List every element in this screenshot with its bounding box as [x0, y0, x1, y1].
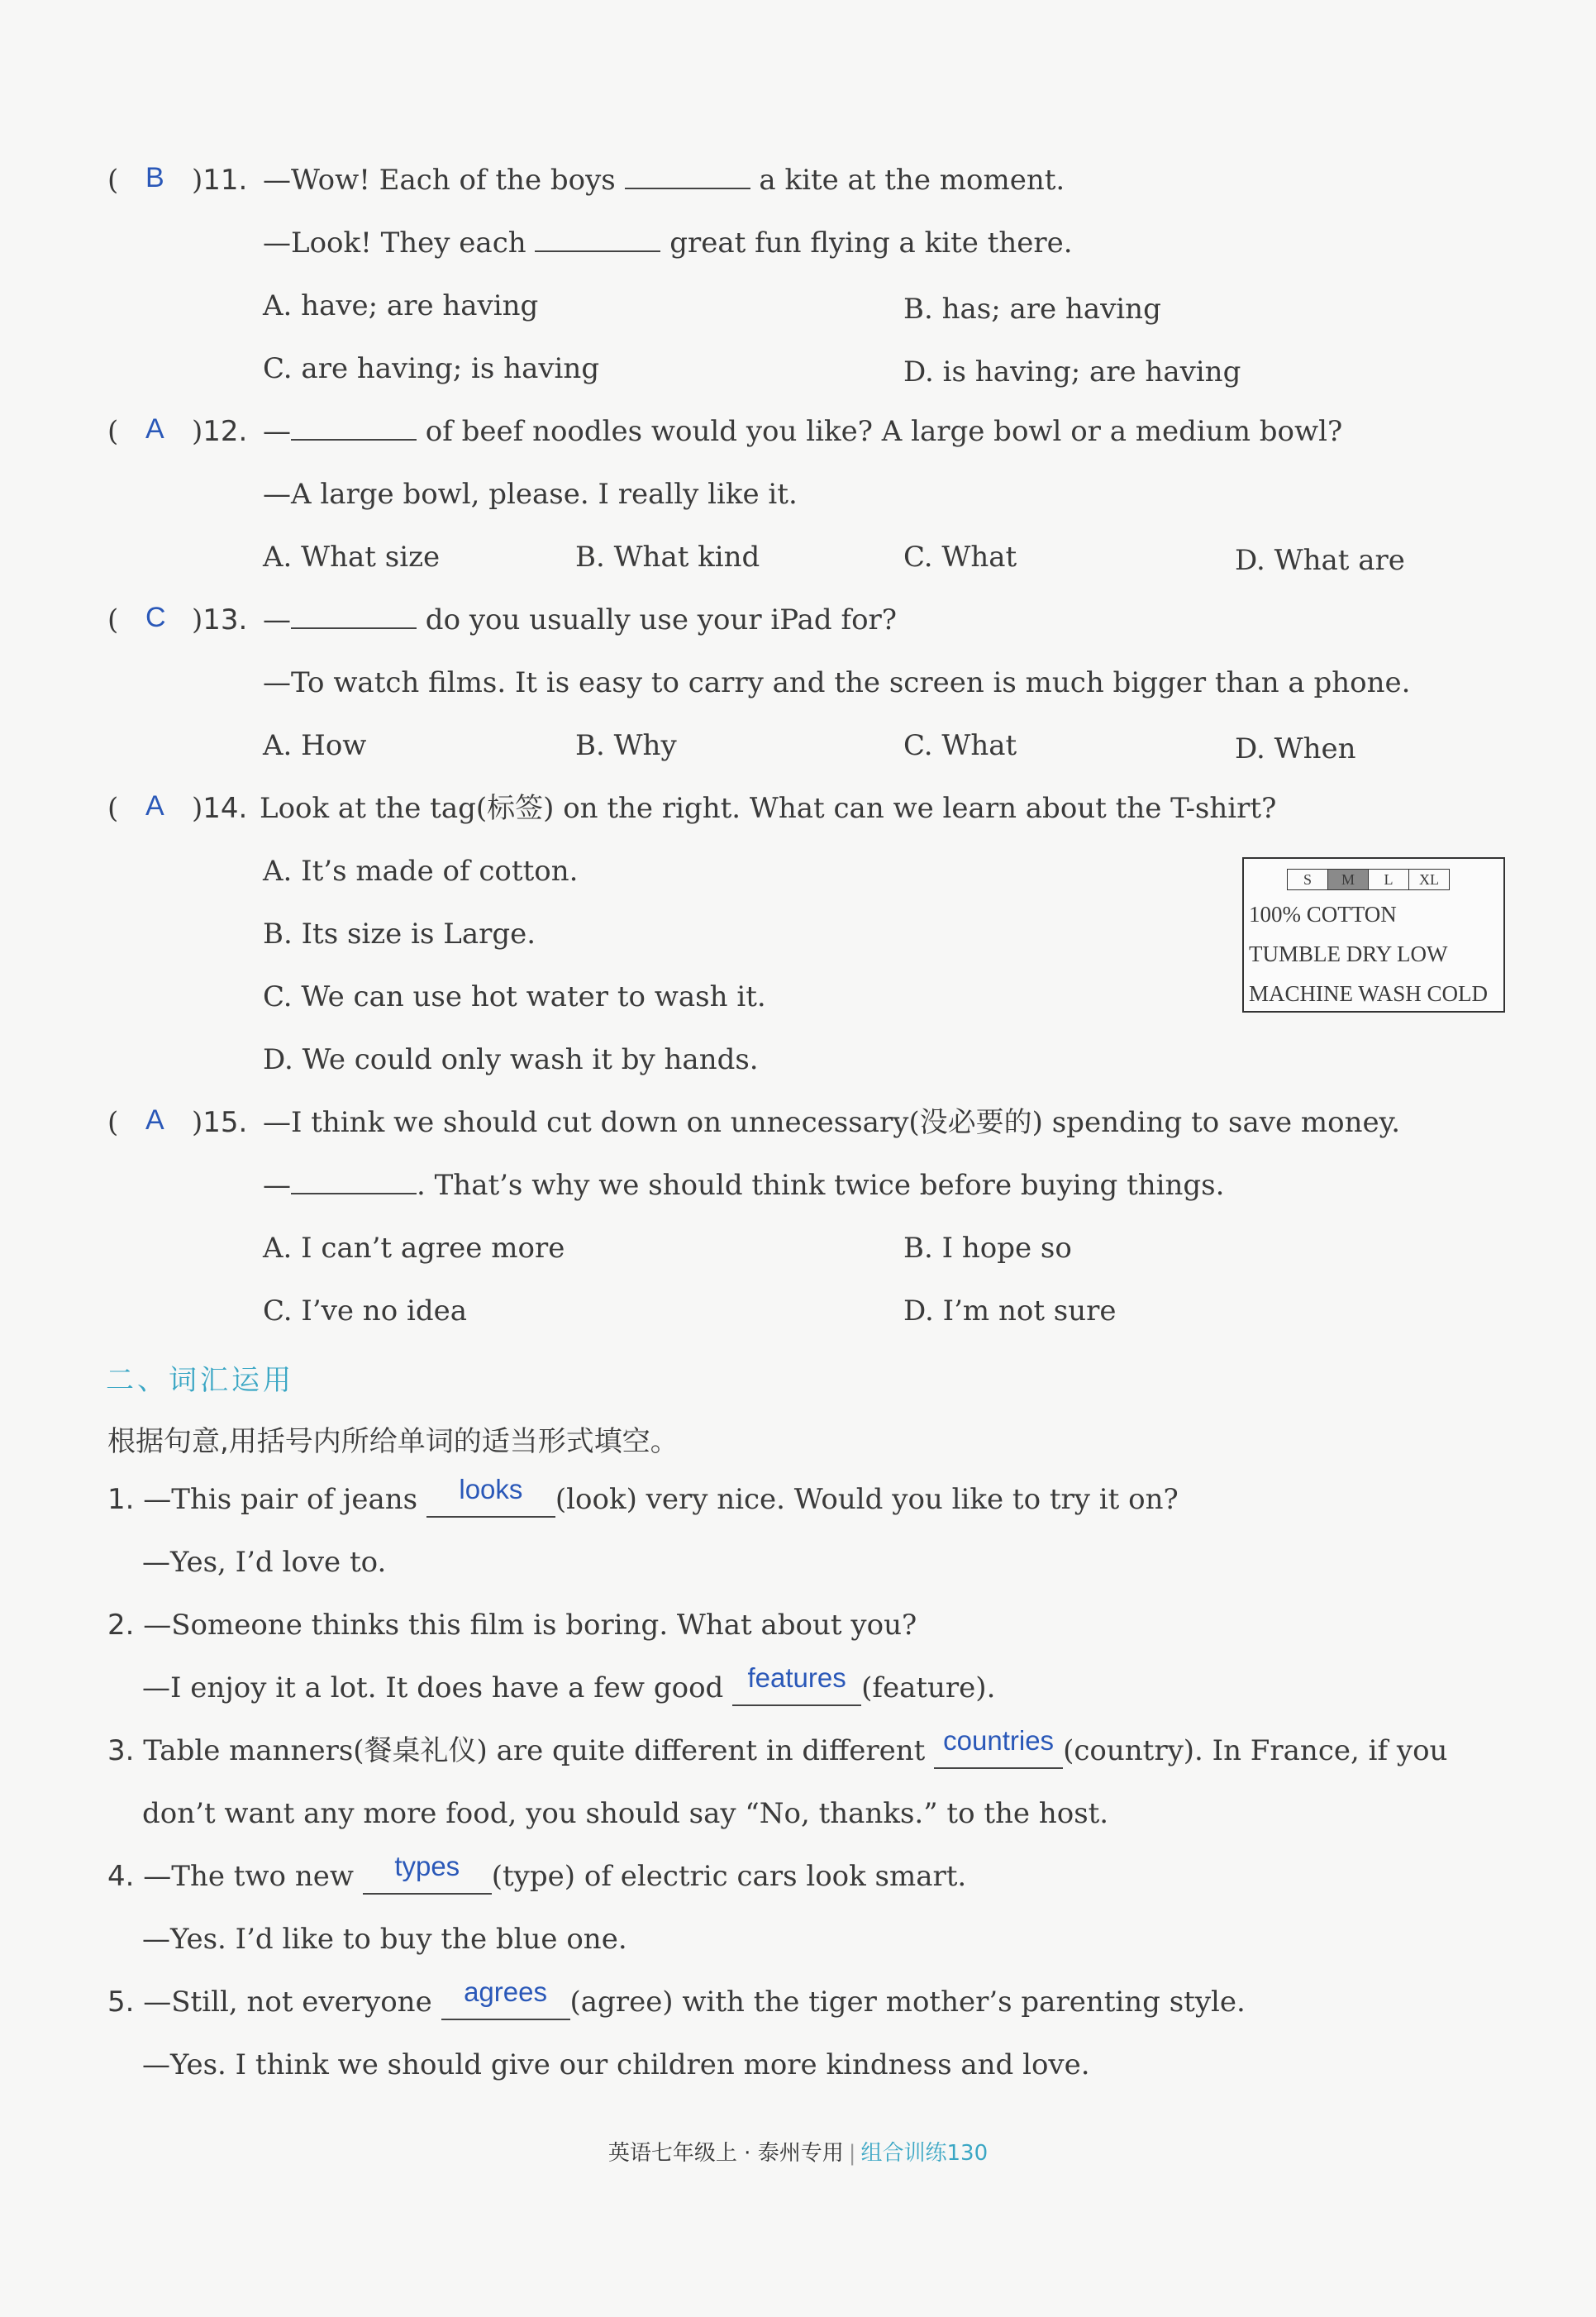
item-reply: —Yes. I think we should give our children more kindness and love. — [142, 2048, 1090, 2081]
size-s: S — [1288, 870, 1328, 889]
answer-blank[interactable] — [625, 164, 750, 189]
option-a: A. have; are having — [263, 289, 539, 322]
answer-letter: B — [145, 162, 164, 193]
answer-letter: A — [145, 790, 164, 822]
fill-answer: agrees — [464, 1976, 547, 2007]
option-c: C. What — [903, 729, 1017, 762]
question-reply: —A large bowl, please. I really like it. — [263, 478, 798, 511]
question-stem: — do you usually use your iPad for? — [263, 603, 898, 636]
tag-line-material: 100% COTTON — [1249, 902, 1397, 927]
fill-blank[interactable] — [732, 1662, 861, 1706]
question-reply: —Look! They each great fun flying a kite there. — [263, 226, 1073, 260]
question-stem: —I think we should cut down on unnecessary(没必要的) spending to save money. — [263, 1106, 1401, 1139]
item-reply: —I enjoy it a lot. It does have a few good features (feature). — [142, 1662, 996, 1704]
option-b: B. What kind — [575, 541, 760, 574]
option-c: C. I’ve no idea — [263, 1294, 467, 1328]
size-l: L — [1369, 870, 1409, 889]
option-a: A. What size — [263, 541, 441, 574]
option-c: C. We can use hot water to wash it. — [263, 980, 766, 1013]
fill-blank[interactable] — [934, 1725, 1063, 1769]
worksheet-page: ( B )11. —Wow! Each of the boys a kite at the moment. —Look! They each great fun flying a kite there. A. have; are having B. has; are having C. are having; is having D. is having; are having ( A )12. — of beef noodles would you like? A large bowl or a medium bowl? —A large bowl, please. I really like it. A. What size B. What kind C. What D. What are ( C )13. — do you usually use your iPad for? —To watch films. It is easy to carry and the screen is much bigger than a phone. A. How B. Why C. What D. When ( A )14. Look at the tag(标签) on the right. What can we learn about the T-shirt? A. It’s made of cotton. B. Its size is Large. C. We can use hot water to wash it. D. We could only wash it by hands. S M L XL 100% COTTON TUMBLE DRY LOW MACHINE WASH COLD ( A )15. —I think we should cut down on unnecessary(没必要的) spending to save money. — . That’s why we should think twice before buying things. A. I can’t agree more B. I hope so C. I’ve no idea D. I’m not sure 二、词汇运用 根据句意,用括号内所给单词的适当形式填空。 1. —This pair of jeans looks (look) very nice. Would you like to try it on? —Yes, I’d love to. 2. —Someone thinks this film is boring. What about you? —I enjoy it a lot. It does have a few good features (feature). 3. Table manners(餐桌礼仪) are quite different in different countries (country). In France, if you don’t want any more food, you should say “No, thanks.” to the host. 4. —The two new types (type) of electric cars look smart. —Yes. I’d like to buy the blue one. 5. —Still, not everyone agrees (agree) with the tiger mother’s parenting style. —Yes. I think we should give our children more kindness and love. 英语七年级上 · 泰州专用 | 组合训练130 — [0, 0, 1596, 2317]
answer-letter: A — [145, 1104, 164, 1136]
option-a: A. It’s made of cotton. — [263, 855, 579, 888]
question-stem: —Wow! Each of the boys a kite at the moment. — [263, 164, 1065, 197]
page-number: 130 — [946, 2141, 989, 2166]
section-instruction: 根据句意,用括号内所给单词的适当形式填空。 — [107, 1425, 679, 1458]
option-a: A. I can’t agree more — [263, 1232, 565, 1265]
item-number: 2. — [107, 1609, 135, 1642]
item-reply: —Yes. I’d like to buy the blue one. — [142, 1923, 627, 1956]
option-d: D. is having; are having — [903, 355, 1241, 389]
item-continuation: don’t want any more food, you should say “No, thanks.” to the host. — [142, 1797, 1109, 1830]
option-a: A. How — [263, 729, 367, 762]
footer-edition: 泰州专用 — [757, 2141, 844, 2166]
question-number: 11. — [202, 164, 248, 197]
fill-answer: looks — [459, 1474, 523, 1504]
item-number: 5. — [107, 1986, 135, 2019]
answer-blank[interactable] — [291, 604, 417, 629]
answer-letter: C — [145, 602, 166, 633]
footer-separator: | — [848, 2141, 856, 2166]
option-d: D. We could only wash it by hands. — [263, 1043, 759, 1076]
option-d: D. When — [1235, 732, 1356, 765]
question-number: 12. — [202, 415, 248, 448]
answer-blank[interactable] — [535, 227, 660, 252]
option-c: C. What — [903, 541, 1017, 574]
footer-dot: · — [744, 2141, 751, 2166]
question-stem: Look at the tag(标签) on the right. What can we learn about the T-shirt? — [260, 792, 1277, 825]
item-number: 3. — [107, 1734, 135, 1767]
size-xl: XL — [1419, 871, 1439, 888]
answer-blank[interactable] — [291, 1170, 417, 1194]
size-m-selected: M — [1328, 870, 1369, 889]
footer-book: 英语七年级上 — [607, 2141, 737, 2166]
question-reply: — . That’s why we should think twice before buying things. — [263, 1169, 1225, 1202]
tag-line-dry: TUMBLE DRY LOW — [1249, 942, 1448, 966]
question-number: 13. — [202, 603, 248, 636]
question-number: 15. — [202, 1106, 248, 1139]
question-stem: — of beef noodles would you like? A large bowl or a medium bowl? — [263, 415, 1343, 448]
fill-blank[interactable] — [363, 1851, 492, 1895]
clothing-tag — [1242, 857, 1505, 1013]
answer-paren: ( — [107, 164, 119, 197]
fill-answer: countries — [943, 1725, 1055, 1756]
section-title: 二、词汇运用 — [106, 1364, 294, 1397]
answer-letter: A — [145, 413, 164, 445]
fill-answer: types — [394, 1851, 460, 1881]
question-number: 14. — [202, 792, 248, 825]
footer-section: 组合训练 — [860, 2141, 947, 2166]
option-b: B. Why — [575, 729, 677, 762]
item-number: 4. — [107, 1860, 135, 1893]
option-b: B. Its size is Large. — [263, 918, 536, 951]
option-b: B. has; are having — [903, 293, 1161, 326]
item-reply: —Yes, I’d love to. — [142, 1546, 387, 1579]
fill-blank[interactable] — [441, 1976, 570, 2020]
size-chart — [1287, 869, 1450, 890]
option-c: C. are having; is having — [263, 352, 600, 385]
option-d: D. What are — [1235, 544, 1405, 577]
fill-blank[interactable] — [426, 1474, 555, 1518]
page-footer — [0, 2136, 1596, 2167]
fill-answer: features — [747, 1662, 846, 1693]
option-b: B. I hope so — [903, 1232, 1072, 1265]
item-number: 1. — [107, 1483, 135, 1516]
question-reply: —To watch films. It is easy to carry and the screen is much bigger than a phone. — [263, 666, 1411, 699]
tag-line-wash: MACHINE WASH COLD — [1249, 981, 1489, 1006]
option-d: D. I’m not sure — [903, 1294, 1117, 1328]
answer-blank[interactable] — [291, 416, 417, 441]
